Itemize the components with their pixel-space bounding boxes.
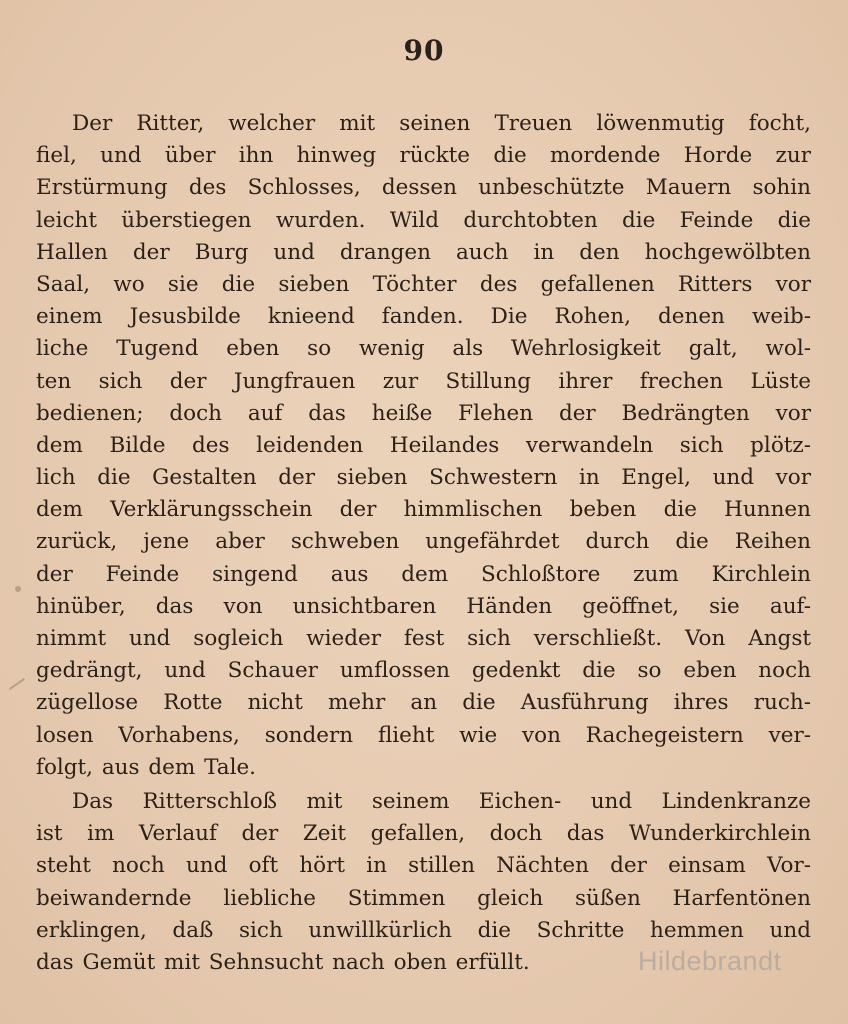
text-line: der Feinde singend aus dem Schloßtore zum Kirchlein: [36, 561, 811, 587]
text-line: einem Jesusbilde knieend fanden. Die Rohen, denen weib-: [36, 304, 811, 330]
text-line: lich die Gestalten der sieben Schwestern in Engel, und vor: [36, 465, 811, 491]
text-line: beiwandernde liebliche Stimmen gleich süßen Harfentönen: [36, 885, 811, 911]
text-line: fiel, und über ihn hinweg rückte die mordende Horde zur: [36, 143, 811, 169]
text-line: dem Bilde des leidenden Heilandes verwandeln sich plötz-: [36, 432, 811, 458]
paragraph-1: [36, 108, 811, 784]
text-line: Das Ritterschloß mit seinem Eichen- und Lindenkranze: [72, 788, 811, 814]
text-line: nimmt und sogleich wieder fest sich verschließt. Von Angst: [36, 626, 811, 651]
text-line: bedienen; doch auf das heiße Flehen der Bedrängten vor: [36, 400, 811, 426]
text-line: zurück, jene aber schweben ungefährdet durch die Reihen: [36, 529, 811, 555]
page-number: 90: [403, 34, 445, 67]
text-line: liche Tugend eben so wenig als Wehrlosigkeit galt, wol-: [36, 336, 811, 362]
text-line: erklingen, daß sich unwillkürlich die Schritte hemmen und: [36, 917, 811, 943]
watermark-text: Hildebrandt: [638, 946, 782, 976]
text-line: ten sich der Jungfrauen zur Stillung ihrer frechen Lüste: [36, 368, 811, 394]
text-line: losen Vorhabens, sondern flieht wie von Rachegeistern ver-: [36, 722, 811, 748]
text-line: zügellose Rotte nicht mehr an die Ausführung ihres ruch-: [36, 690, 811, 716]
text-line: dem Verklärungsschein der himmlischen beben die Hunnen: [36, 497, 811, 523]
text-line: folgt, aus dem Tale.: [36, 754, 257, 780]
text-line: leicht überstiegen wurden. Wild durchtobten die Feinde die: [36, 207, 811, 233]
text-line: gedrängt, und Schauer umflossen gedenkt die so eben noch: [36, 658, 811, 684]
margin-tick-mark: [9, 678, 25, 690]
margin-dot-mark: [15, 586, 21, 592]
text-line: Erstürmung des Schlosses, dessen unbeschützte Mauern sohin: [36, 175, 811, 201]
text-line: ist im Verlauf der Zeit gefallen, doch das Wunderkirchlein: [36, 821, 811, 847]
text-line: hinüber, das von unsichtbaren Händen geöffnet, sie auf-: [36, 593, 811, 619]
text-line: das Gemüt mit Sehnsucht nach oben erfüllt.: [36, 949, 530, 975]
body-text: [36, 108, 811, 979]
text-line: Der Ritter, welcher mit seinen Treuen löwenmutig focht,: [72, 111, 811, 136]
text-line: Hallen der Burg und drangen auch in den hochgewölbten: [36, 239, 811, 265]
text-line: Saal, wo sie die sieben Töchter des gefallenen Ritters vor: [36, 271, 811, 297]
text-line: steht noch und oft hört in stillen Nächten der einsam Vor-: [36, 853, 811, 879]
